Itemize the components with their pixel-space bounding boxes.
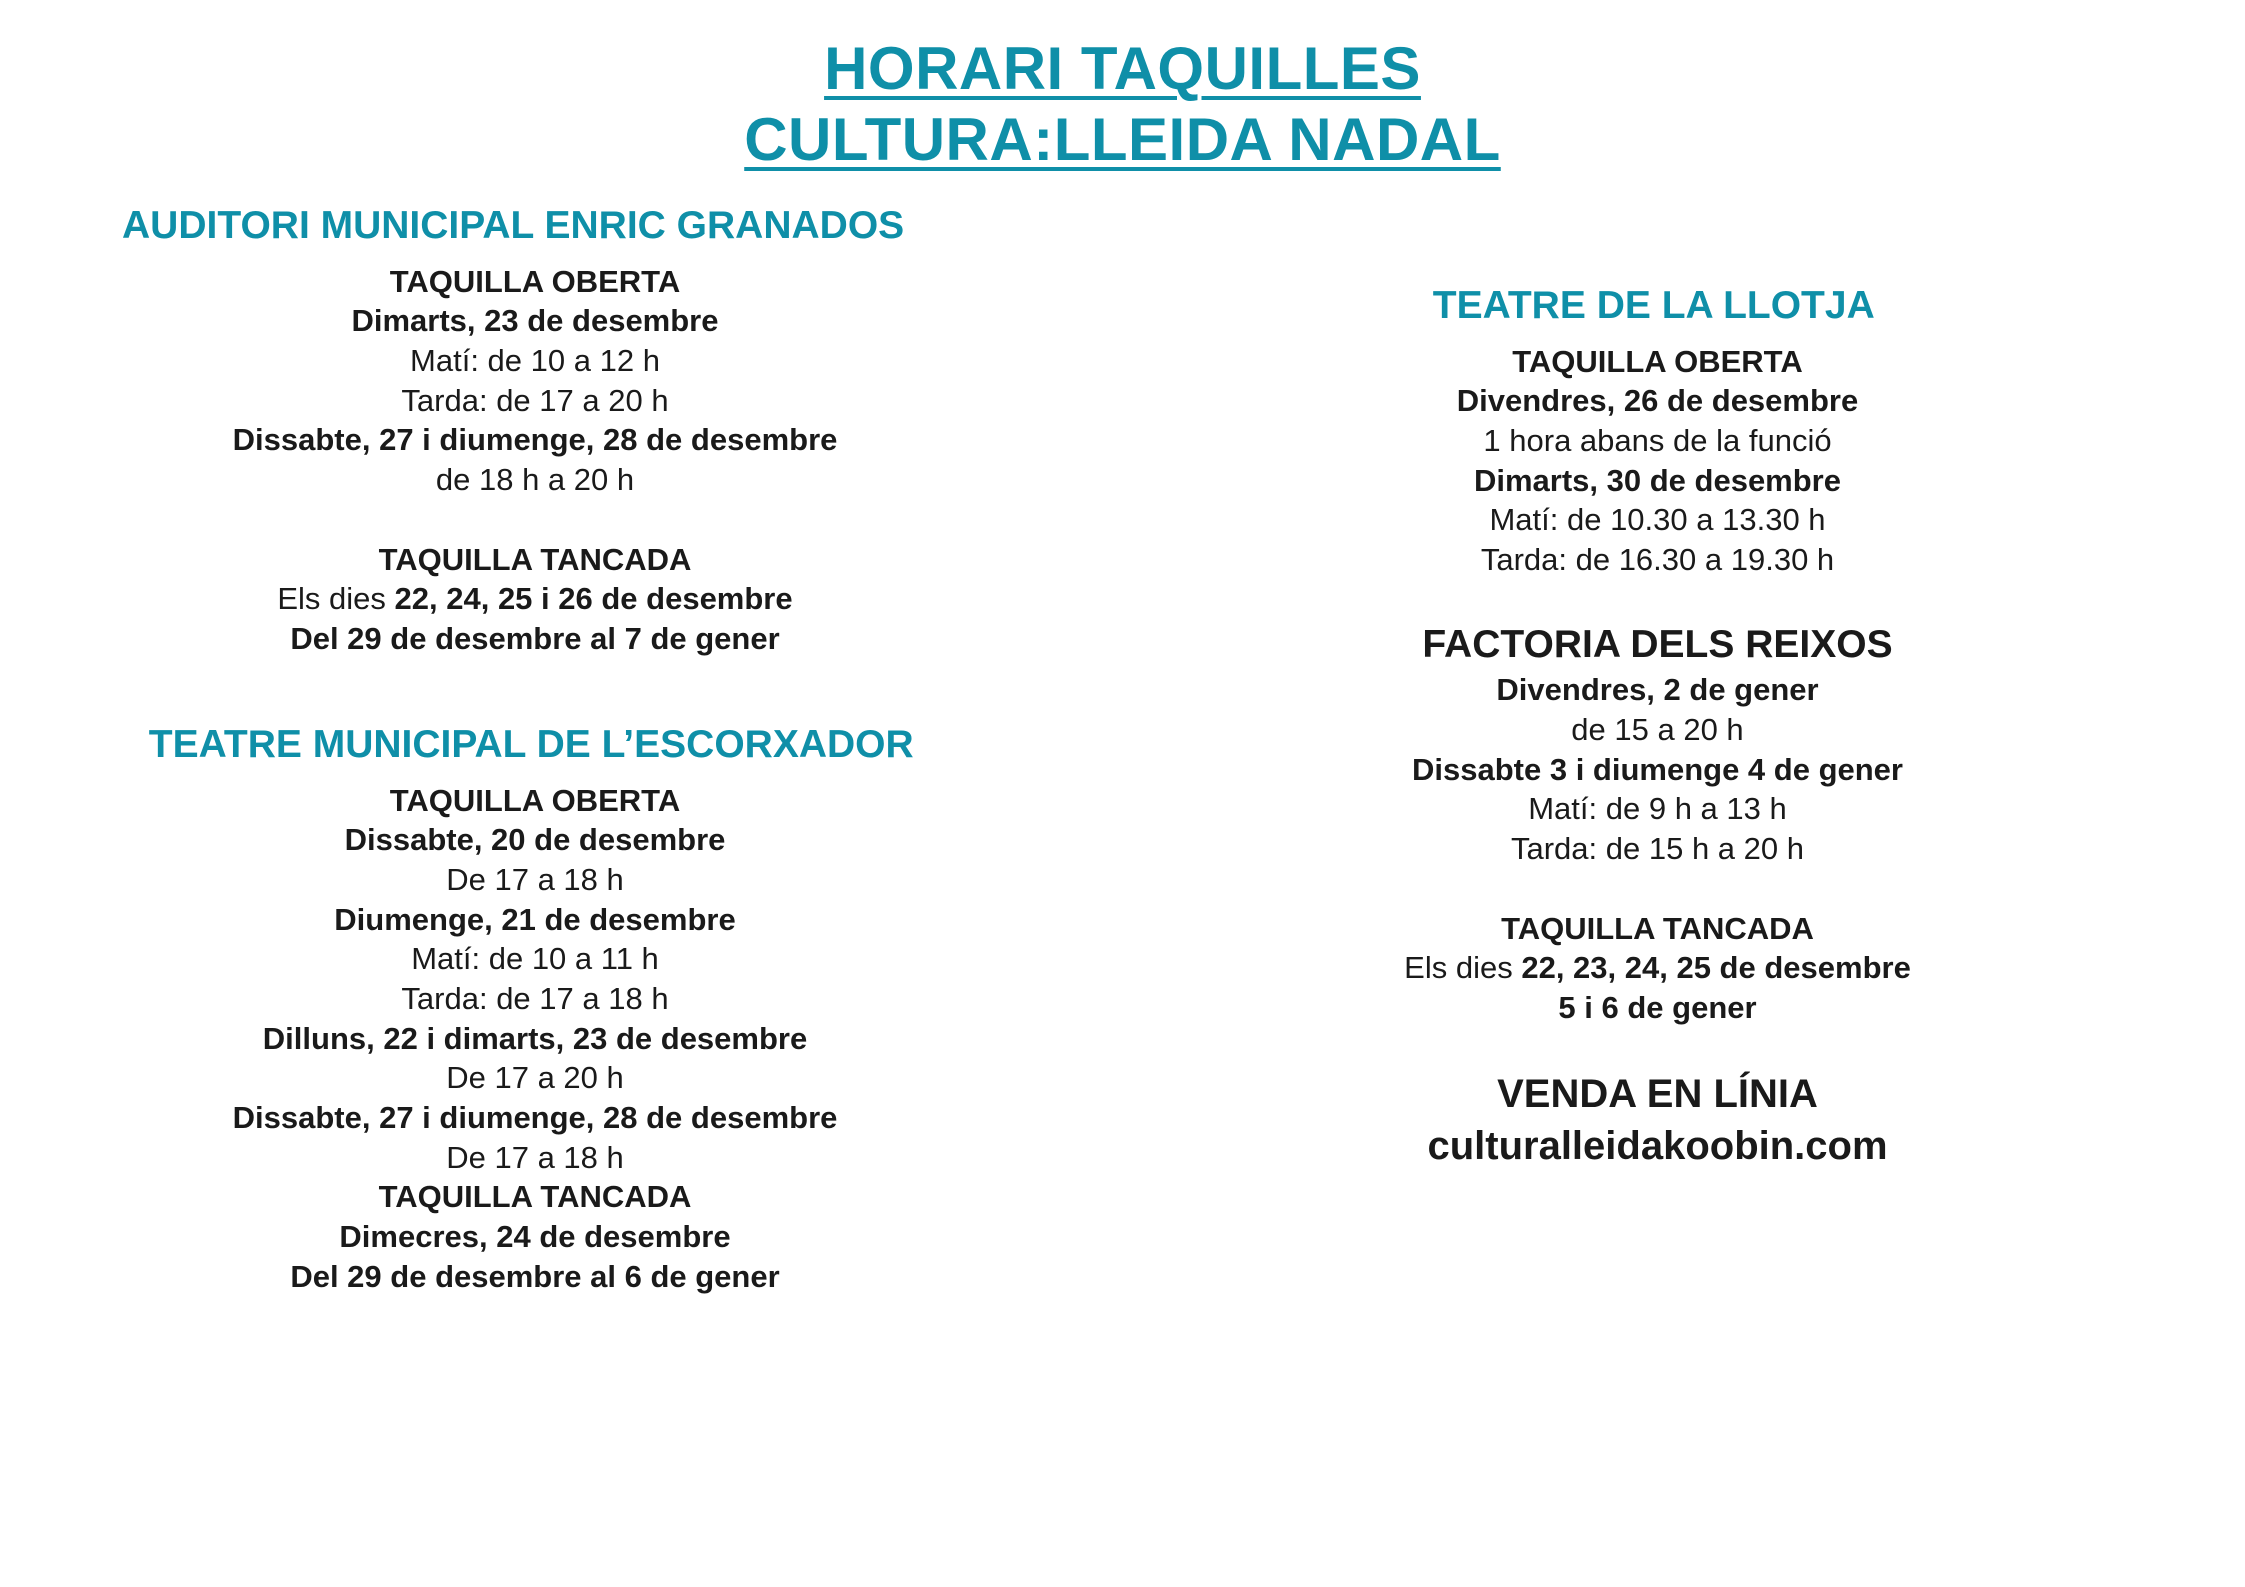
- llotja-open-line-3: Dimarts, 30 de desembre: [1473, 462, 1841, 498]
- auditori-open-line-4: Dissabte, 27 i diumenge, 28 de desembre: [232, 422, 838, 458]
- llotja-open-line-2: 1 hora abans de la funció: [1483, 422, 1832, 458]
- factoria-open-line-2: de 15 a 20 h: [1571, 711, 1744, 747]
- escorxador-open-section: [120, 781, 950, 1178]
- escorxador-closed-section: [120, 1177, 950, 1296]
- venue-heading-factoria: FACTORIA DELS REIXOS: [1422, 622, 1893, 666]
- factoria-closed-prefix: Els dies: [1404, 950, 1522, 986]
- factoria-open-line-3: Dissabte 3 i diumenge 4 de gener: [1412, 751, 1903, 787]
- factoria-closed-section: [1223, 909, 2093, 1028]
- spacer: [60, 659, 1123, 723]
- escorxador-closed-label: TAQUILLA TANCADA: [378, 1179, 692, 1215]
- online-sales-url[interactable]: culturalleidakoobin.com: [1427, 1123, 1888, 1168]
- escorxador-open-line-2: De 17 a 18 h: [446, 861, 624, 897]
- escorxador-block: [120, 781, 950, 1297]
- factoria-closed-dates: 22, 23, 24, 25 de desembre: [1521, 950, 1911, 986]
- online-sales-section: [1223, 1068, 2093, 1172]
- escorxador-open-line-7: De 17 a 20 h: [446, 1060, 624, 1096]
- auditori-closed-line-1: [120, 579, 950, 619]
- spacer: [120, 500, 950, 540]
- auditori-block: [120, 262, 950, 659]
- auditori-open-label: TAQUILLA OBERTA: [389, 263, 681, 299]
- auditori-closed-section: [120, 540, 950, 659]
- auditori-closed-line-2: Del 29 de desembre al 7 de gener: [290, 620, 780, 656]
- title-line-2: CULTURA:LLEIDA NADAL: [744, 105, 1501, 173]
- llotja-block: [1223, 342, 2093, 580]
- auditori-closed-dates: 22, 24, 25 i 26 de desembre: [394, 581, 793, 617]
- escorxador-open-line-9: De 17 a 18 h: [446, 1139, 624, 1175]
- factoria-open-line-1: Divendres, 2 de gener: [1496, 672, 1819, 708]
- venue-heading-escorxador: TEATRE MUNICIPAL DE L’ESCORXADOR: [148, 722, 914, 766]
- escorxador-open-line-8: Dissabte, 27 i diumenge, 28 de desembre: [232, 1100, 838, 1136]
- venue-heading-llotja: TEATRE DE LA LLOTJA: [1432, 283, 1875, 327]
- auditori-closed-label: TAQUILLA TANCADA: [378, 541, 692, 577]
- left-column: [40, 204, 1123, 1297]
- auditori-open-line-2: Matí: de 10 a 12 h: [410, 342, 660, 378]
- online-sales-label: VENDA EN LÍNIA: [1497, 1071, 1818, 1116]
- llotja-open-label: TAQUILLA OBERTA: [1512, 343, 1803, 379]
- spacer: [1223, 869, 2093, 909]
- escorxador-open-line-5: Tarda: de 17 a 18 h: [401, 981, 669, 1016]
- factoria-block: [1223, 620, 2093, 1172]
- escorxador-open-line-6: Dilluns, 22 i dimarts, 23 de desembre: [262, 1020, 808, 1056]
- auditori-open-line-1: Dimarts, 23 de desembre: [351, 303, 719, 339]
- venue-heading-auditori: AUDITORI MUNICIPAL ENRIC GRANADOS: [122, 203, 905, 247]
- factoria-closed-line-2: 5 i 6 de gener: [1558, 990, 1757, 1026]
- poster-title: [40, 34, 2205, 176]
- factoria-open-line-5: Tarda: de 15 h a 20 h: [1510, 831, 1804, 866]
- escorxador-open-line-4: Matí: de 10 a 11 h: [411, 941, 659, 977]
- escorxador-closed-line-2: Del 29 de desembre al 6 de gener: [290, 1258, 780, 1294]
- auditori-open-line-5: de 18 h a 20 h: [435, 461, 635, 497]
- content-columns: [40, 204, 2205, 1297]
- escorxador-closed-line-1: Dimecres, 24 de desembre: [339, 1219, 731, 1255]
- factoria-closed-line-1: [1223, 948, 2093, 988]
- factoria-open-section: [1223, 620, 2093, 869]
- escorxador-open-line-1: Dissabte, 20 de desembre: [344, 822, 726, 858]
- escorxador-open-label: TAQUILLA OBERTA: [389, 782, 681, 818]
- spacer: [1163, 204, 2206, 284]
- auditori-open-section: [120, 262, 950, 500]
- title-line-1: HORARI TAQUILLES: [824, 35, 1421, 102]
- llotja-open-section: [1223, 342, 2093, 580]
- auditori-open-line-3: Tarda: de 17 a 20 h: [401, 382, 669, 418]
- llotja-open-line-4: Matí: de 10.30 a 13.30 h: [1489, 502, 1826, 538]
- escorxador-open-line-3: Diumenge, 21 de desembre: [334, 901, 736, 937]
- factoria-closed-label: TAQUILLA TANCADA: [1501, 910, 1814, 946]
- llotja-open-line-1: Divendres, 26 de desembre: [1456, 383, 1859, 419]
- factoria-open-line-4: Matí: de 9 h a 13 h: [1528, 791, 1787, 827]
- auditori-closed-prefix: Els dies: [277, 581, 395, 617]
- right-column: [1123, 204, 2206, 1297]
- llotja-open-line-5: Tarda: de 16.30 a 19.30 h: [1480, 541, 1835, 577]
- spacer: [1163, 580, 2206, 620]
